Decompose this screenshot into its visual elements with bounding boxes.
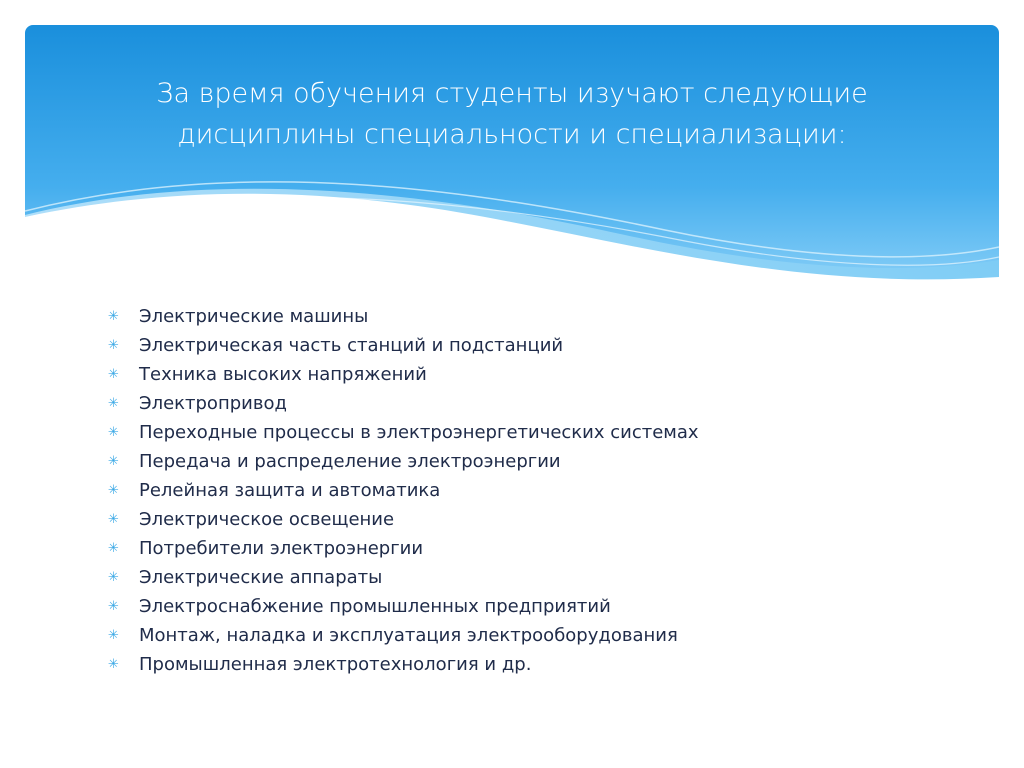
list-item <box>108 534 699 563</box>
list-item <box>108 447 699 476</box>
list-item-text: Техника высоких напряжений <box>139 364 427 385</box>
list-item-text: Монтаж, наладка и эксплуатация электрооборудования <box>139 625 678 646</box>
list-item-text: Передача и распределение электроэнергии <box>139 451 561 472</box>
list-item <box>108 563 699 592</box>
list-item <box>108 476 699 505</box>
asterisk-bullet-icon: ✳ <box>108 570 119 585</box>
asterisk-bullet-icon: ✳ <box>108 599 119 614</box>
list-item <box>108 302 699 331</box>
list-item-text: Электрические машины <box>139 306 369 327</box>
asterisk-bullet-icon: ✳ <box>108 628 119 643</box>
list-item <box>108 592 699 621</box>
list-item-text: Промышленная электротехнология и др. <box>139 654 532 675</box>
title-line-2: дисциплины специальности и специализации: <box>177 119 847 150</box>
asterisk-bullet-icon: ✳ <box>108 309 119 324</box>
asterisk-bullet-icon: ✳ <box>108 454 119 469</box>
list-item-text: Переходные процессы в электроэнергетических системах <box>139 422 699 443</box>
list-item-text: Релейная защита и автоматика <box>139 480 441 501</box>
list-item <box>108 621 699 650</box>
list-item <box>108 331 699 360</box>
list-item <box>108 389 699 418</box>
list-item-text: Электрическая часть станций и подстанций <box>139 335 564 356</box>
asterisk-bullet-icon: ✳ <box>108 541 119 556</box>
asterisk-bullet-icon: ✳ <box>108 367 119 382</box>
asterisk-bullet-icon: ✳ <box>108 396 119 411</box>
asterisk-bullet-icon: ✳ <box>108 483 119 498</box>
list-item <box>108 418 699 447</box>
list-item-text: Электроснабжение промышленных предприятий <box>139 596 611 617</box>
discipline-list <box>108 302 699 679</box>
asterisk-bullet-icon: ✳ <box>108 338 119 353</box>
slide-title <box>25 73 999 155</box>
list-item-text: Электрические аппараты <box>139 567 383 588</box>
list-item-text: Электропривод <box>139 393 287 414</box>
asterisk-bullet-icon: ✳ <box>108 512 119 527</box>
asterisk-bullet-icon: ✳ <box>108 425 119 440</box>
list-item <box>108 360 699 389</box>
list-item <box>108 505 699 534</box>
list-item <box>108 650 699 679</box>
title-line-1: За время обучения студенты изучают следующие <box>156 78 868 109</box>
list-item-text: Электрическое освещение <box>139 509 395 530</box>
asterisk-bullet-icon: ✳ <box>108 657 119 672</box>
wave-background <box>25 25 999 295</box>
header-banner <box>25 25 999 295</box>
list-item-text: Потребители электроэнергии <box>139 538 424 559</box>
